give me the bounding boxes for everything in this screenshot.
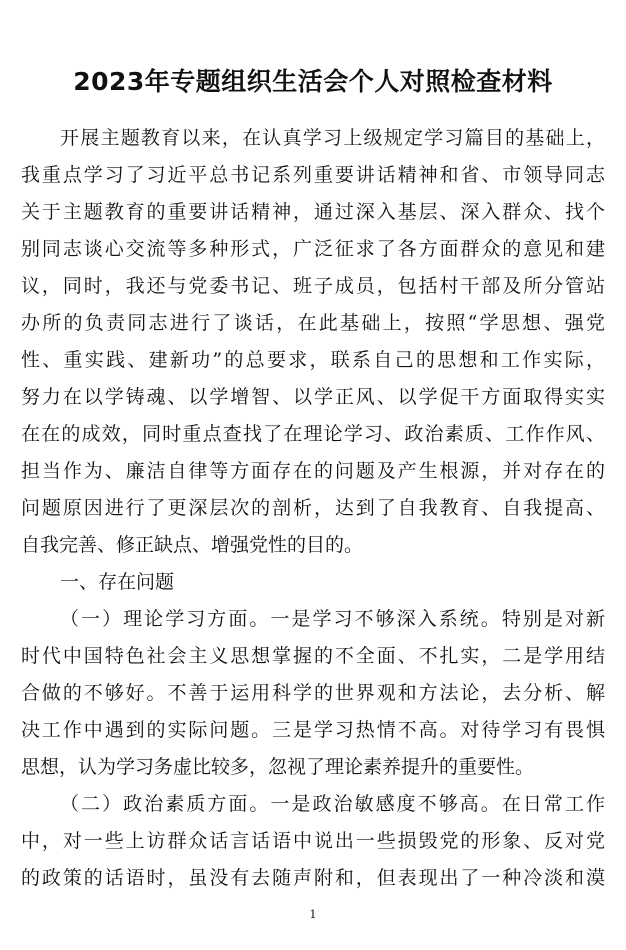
paragraph-line: 中，对一些上访群众话言话语中说出一些损毁党的形象、反对党 <box>21 830 605 852</box>
paragraph-line: 办所的负责同志进行了谈话，在此基础上，按照“学思想、强党 <box>21 312 605 334</box>
paragraph-line: 性、重实践、建新功”的总要求，联系自己的思想和工作实际， <box>21 349 605 371</box>
paragraph-line: 合做的不够好。不善于运用科学的世界观和方法论，去分析、解 <box>21 682 605 704</box>
paragraph-line: （一）理论学习方面。一是学习不够深入系统。特别是对新 <box>60 608 605 630</box>
paragraph-line: （二）政治素质方面。一是政治敏感度不够高。在日常工作 <box>60 793 605 815</box>
paragraph-line: 关于主题教育的重要讲话精神，通过深入基层、深入群众、找个 <box>21 201 605 223</box>
paragraph-line: 决工作中遇到的实际问题。三是学习热情不高。对待学习有畏惧 <box>21 719 605 741</box>
paragraph-line: 的政策的话语时，虽没有去随声附和，但表现出了一种冷淡和漠 <box>21 867 605 889</box>
paragraph-line: 努力在以学铸魂、以学增智、以学正风、以学促干方面取得实实 <box>21 386 605 408</box>
paragraph-line: 我重点学习了习近平总书记系列重要讲话精神和省、市领导同志 <box>21 164 605 186</box>
paragraph-line: 思想，认为学习务虚比较多，忽视了理论素养提升的重要性。 <box>21 756 535 778</box>
paragraph-line: 别同志谈心交流等多种形式，广泛征求了各方面群众的意见和建 <box>21 238 605 260</box>
paragraph-line: 开展主题教育以来，在认真学习上级规定学习篇目的基础上， <box>60 127 605 149</box>
paragraph-line: 在在的成效，同时重点查找了在理论学习、政治素质、工作作风、 <box>21 423 605 445</box>
document-title: 2023年专题组织生活会个人对照检查材料 <box>73 67 553 96</box>
paragraph-line: 担当作为、廉洁自律等方面存在的问题及产生根源，并对存在的 <box>21 460 605 482</box>
section-heading: 一、存在问题 <box>60 571 175 593</box>
paragraph-line: 时代中国特色社会主义思想掌握的不全面、不扎实，二是学用结 <box>21 645 605 667</box>
paragraph-line: 自我完善、修正缺点、增强党性的目的。 <box>21 534 364 556</box>
paragraph-line: 议，同时，我还与党委书记、班子成员，包括村干部及所分管站 <box>21 275 605 297</box>
paragraph-line: 问题原因进行了更深层次的剖析，达到了自我教育、自我提高、 <box>21 497 605 519</box>
page-number: 1 <box>309 908 317 921</box>
